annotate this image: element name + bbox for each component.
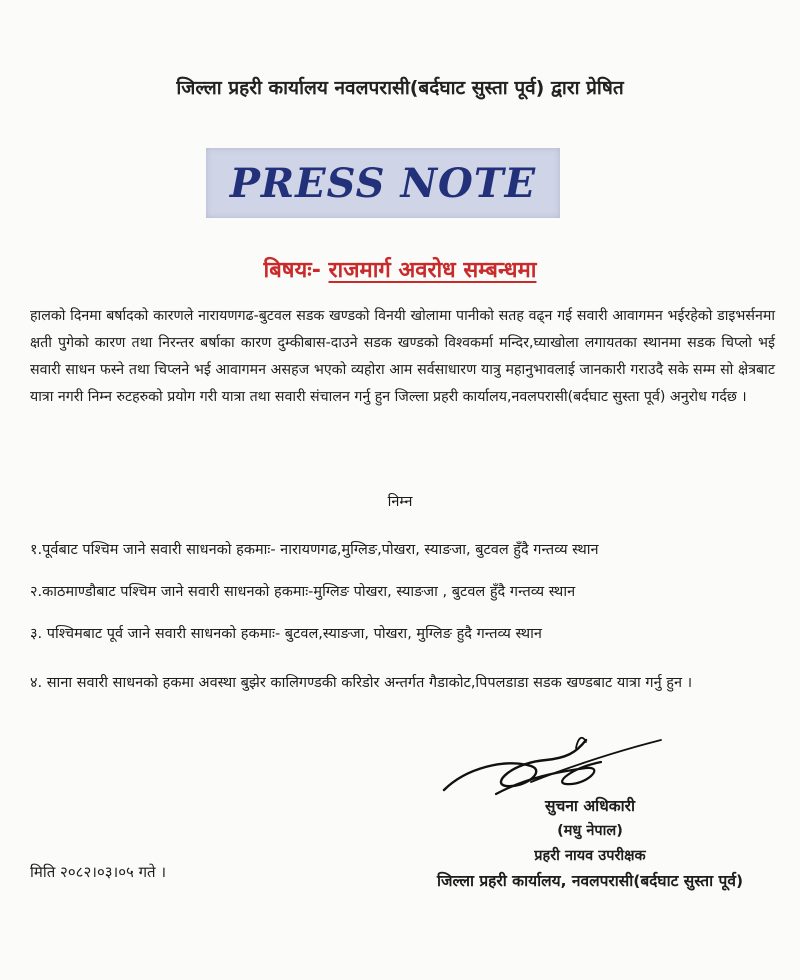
body-paragraph: हालको दिनमा बर्षादको कारणले नारायणगढ-बुटवल सडक खण्डको विनयी खोलामा पानीको सतह वढ्न गई सवारी आवागमन भईरहेको डाइभर्सनमा क्षती पुगेको कारण तथा निरन्तर बर्षाका कारण दुम्कीबास-दाउने सडक खण्डको विश्वकर्मा मन्दिर,घ्याखोला लगायतका स्थानमा सडक चिप्लो भई सवारी साधन फस्ने तथा चिप्लने भई आवागमन असहज भएको व्यहोरा आम सर्वसाधारण यात्रु महानुभावलाई जानकारी गराउदै सके सम्म सो क्षेत्रबाट यात्रा नगरी निम्न रुटहरुको प्रयोग गरी यात्रा तथा सवारी संचालन गर्नु हुन जिल्ला प्रहरी कार्यालय,नवलपरासी(बर्दघाट सुस्ता पूर्व) अनुरोध गर्दछ । — [30, 308, 775, 405]
list-heading: निम्न — [387, 494, 413, 510]
route-item-1: १.पूर्वबाट पश्चिम जाने सवारी साधनको हकमाः- नारायणगढ,मुग्लिङ,पोखरा, स्याङजा, बुटवल हुँदै गन्तव्य स्थान — [30, 542, 599, 558]
subject-line — [0, 254, 800, 284]
signatory-rank: प्रहरी नायव उपरीक्षक — [534, 848, 646, 864]
route-item-4: ४. साना सवारी साधनको हकमा अवस्था बुझेर कालिगण्डकी करिडोर अन्तर्गत गैडाकोट,पिपलडाडा सडक खण्डबाट यात्रा गर्नु हुन । — [30, 675, 693, 691]
route-item-3: ३. पश्चिमबाट पूर्व जाने सवारी साधनको हकमाः- बुटवल,स्याङजा, पोखरा, मुग्लिङ हुदै गन्तव्य स्थान — [30, 626, 542, 642]
subject-prefix: बिषयः- — [263, 258, 321, 283]
press-note-title: PRESS NOTE — [229, 159, 537, 207]
subject-text: राजमार्ग अवरोध सम्बन्धमा — [328, 258, 537, 283]
document-date: मिति २०८२।०३।०५ गते । — [30, 863, 167, 881]
signatory-office: जिल्ला प्रहरी कार्यालय, नवलपरासी(बर्दघाट सुस्ता पूर्व) — [436, 872, 744, 890]
signatory-block — [380, 794, 800, 894]
route-item-2: २.काठमाण्डौबाट पश्चिम जाने सवारी साधनको हकमाः-मुग्लिङ पोखरा, स्याङजा , बुटवल हुँदै गन्तव्य स्थान — [30, 584, 576, 600]
signatory-title: सुचना अधिकारी — [545, 797, 635, 815]
signatory-name: (मधु नेपाल) — [557, 823, 623, 839]
document-header: जिल्ला प्रहरी कार्यालय नवलपरासी(बर्दघाट सुस्ता पूर्व) द्वारा प्रेषित — [176, 77, 624, 99]
press-note-banner — [206, 148, 560, 218]
